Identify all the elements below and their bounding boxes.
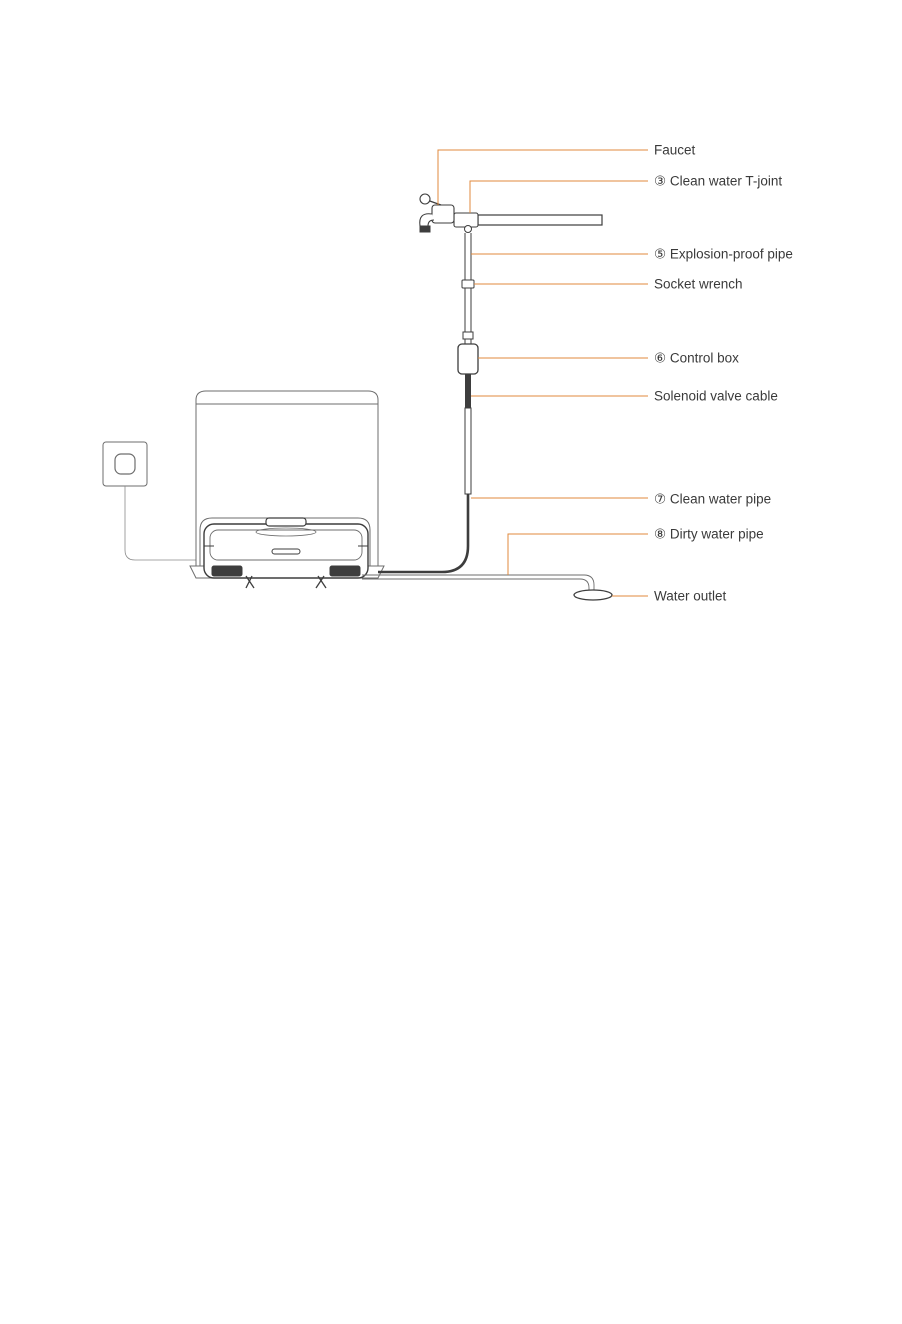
clean-water-pipe-label: ⑦ Clean water pipe [654,491,772,507]
socket-wrench-label: Socket wrench [654,276,743,292]
control-box-label: ⑥ Control box [654,350,739,366]
clean-water-pipe [378,408,471,572]
dirty-water-pipe-label: ⑧ Dirty water pipe [654,526,764,542]
explosion-proof-pipe-label: ⑤ Explosion-proof pipe [654,246,793,262]
water-outlet-icon [574,590,612,600]
solenoid-valve-cable [465,374,471,408]
t-joint-label: ③ Clean water T-joint [654,173,783,189]
faucet-label: Faucet [654,142,696,158]
dirty-water-pipe [362,575,594,594]
wall-socket-icon [103,442,196,560]
robot-vacuum-icon [204,518,368,588]
control-box-coupling [463,332,473,344]
solenoid-valve-cable-label: Solenoid valve cable [654,388,778,404]
control-box [458,344,478,374]
water-outlet-label: Water outlet [654,588,727,604]
faucet-icon [420,194,602,233]
socket-wrench [462,280,474,288]
